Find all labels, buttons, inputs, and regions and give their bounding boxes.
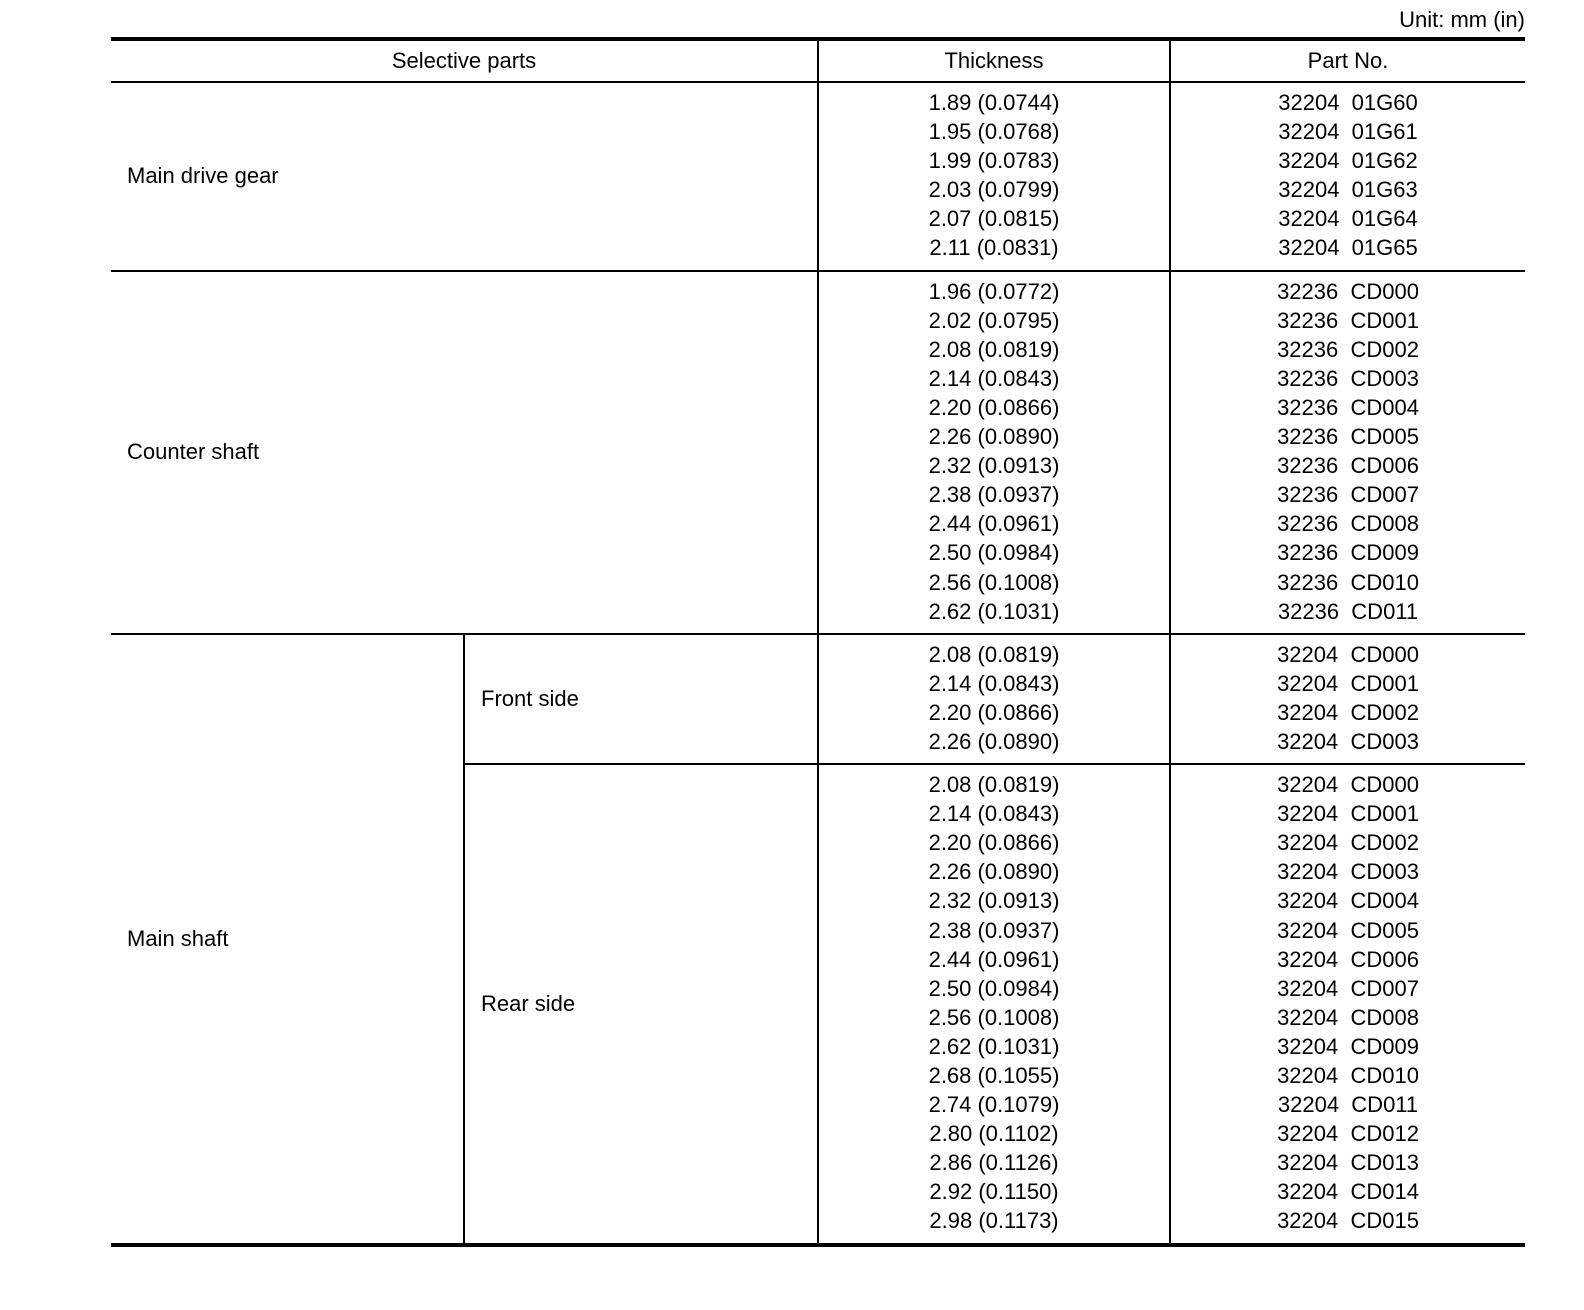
part-no-value: 32236 CD007 xyxy=(1277,482,1419,508)
thickness-value: 2.74 (0.1079) xyxy=(928,1092,1060,1118)
part-no-list xyxy=(1170,271,1525,634)
thickness-value: 2.14 (0.0843) xyxy=(928,365,1060,391)
thickness-value: 2.44 (0.0961) xyxy=(928,946,1060,972)
thickness-value: 2.32 (0.0913) xyxy=(928,453,1060,479)
group-label-main-drive-gear: Main drive gear xyxy=(111,82,818,271)
part-no-value: 32236 CD001 xyxy=(1277,307,1419,333)
part-no-value: 32204 CD002 xyxy=(1277,699,1419,725)
thickness-value: 2.08 (0.0819) xyxy=(928,336,1060,362)
thickness-list xyxy=(818,82,1170,271)
part-no-list xyxy=(1170,634,1525,764)
thickness-value: 2.50 (0.0984) xyxy=(928,540,1060,566)
part-no-value: 32204 CD000 xyxy=(1277,772,1419,798)
thickness-value: 1.96 (0.0772) xyxy=(928,278,1060,304)
table-header-row xyxy=(111,39,1525,82)
thickness-value: 2.38 (0.0937) xyxy=(928,482,1060,508)
thickness-value: 1.99 (0.0783) xyxy=(928,148,1060,174)
part-no-value: 32204 CD002 xyxy=(1277,830,1419,856)
thickness-value: 2.38 (0.0937) xyxy=(928,917,1060,943)
part-no-value: 32204 01G65 xyxy=(1278,235,1418,261)
part-no-value: 32236 CD002 xyxy=(1277,336,1419,362)
part-no-value: 32204 CD015 xyxy=(1277,1208,1419,1234)
part-no-list xyxy=(1170,82,1525,271)
thickness-value: 2.26 (0.0890) xyxy=(928,728,1060,754)
header-selective-parts: Selective parts xyxy=(111,39,818,82)
thickness-value: 2.14 (0.0843) xyxy=(928,801,1060,827)
header-thickness: Thickness xyxy=(818,39,1170,82)
subgroup-label-rear-side: Rear side xyxy=(464,764,818,1245)
part-no-value: 32236 CD004 xyxy=(1277,394,1419,420)
part-no-value: 32236 CD011 xyxy=(1277,598,1419,624)
part-no-value: 32204 CD009 xyxy=(1277,1033,1419,1059)
thickness-value: 2.02 (0.0795) xyxy=(928,307,1060,333)
thickness-value: 2.20 (0.0866) xyxy=(928,394,1060,420)
thickness-value: 2.68 (0.1055) xyxy=(928,1063,1060,1088)
part-no-value: 32204 CD013 xyxy=(1277,1150,1419,1176)
part-no-value: 32204 CD000 xyxy=(1277,641,1419,667)
thickness-value: 2.20 (0.0866) xyxy=(928,830,1060,856)
part-no-value: 32236 CD010 xyxy=(1277,569,1419,595)
part-no-value: 32204 CD012 xyxy=(1277,1121,1419,1147)
thickness-value: 2.20 (0.0866) xyxy=(928,699,1060,725)
part-no-value: 32236 CD003 xyxy=(1277,365,1419,391)
part-no-value: 32204 01G60 xyxy=(1278,90,1418,115)
thickness-value: 2.08 (0.0819) xyxy=(928,641,1060,667)
part-no-list xyxy=(1170,764,1525,1245)
thickness-value: 2.92 (0.1150) xyxy=(929,1179,1059,1205)
selective-parts-table xyxy=(111,37,1525,1247)
part-no-value: 32236 CD009 xyxy=(1277,540,1419,566)
part-no-value: 32204 CD006 xyxy=(1277,946,1419,972)
part-no-value: 32204 01G63 xyxy=(1278,177,1418,203)
part-no-value: 32204 CD011 xyxy=(1277,1092,1419,1118)
thickness-value: 2.98 (0.1173) xyxy=(929,1208,1059,1234)
thickness-value: 2.14 (0.0843) xyxy=(928,670,1060,696)
table-row-main-drive-gear xyxy=(111,82,1525,271)
table-row-counter-shaft xyxy=(111,271,1525,634)
part-no-value: 32204 01G64 xyxy=(1278,206,1418,232)
thickness-list xyxy=(818,634,1170,764)
part-no-value: 32236 CD000 xyxy=(1277,278,1419,304)
thickness-list xyxy=(818,764,1170,1245)
thickness-value: 2.86 (0.1126) xyxy=(929,1150,1059,1176)
thickness-value: 2.50 (0.0984) xyxy=(928,975,1060,1001)
part-no-value: 32204 CD001 xyxy=(1277,801,1419,827)
thickness-value: 2.44 (0.0961) xyxy=(928,511,1060,537)
part-no-value: 32204 CD004 xyxy=(1277,888,1419,914)
thickness-value: 2.56 (0.1008) xyxy=(928,569,1060,595)
thickness-value: 2.26 (0.0890) xyxy=(928,859,1060,885)
part-no-value: 32204 CD003 xyxy=(1277,728,1419,754)
thickness-value: 1.95 (0.0768) xyxy=(928,119,1060,145)
thickness-value: 2.07 (0.0815) xyxy=(928,206,1060,232)
part-no-value: 32204 CD010 xyxy=(1277,1063,1419,1088)
group-label-main-shaft: Main shaft xyxy=(111,634,464,1245)
group-label-counter-shaft: Counter shaft xyxy=(111,271,818,634)
part-no-value: 32236 CD006 xyxy=(1277,453,1419,479)
thickness-value: 2.80 (0.1102) xyxy=(929,1121,1059,1147)
thickness-value: 2.62 (0.1031) xyxy=(928,598,1060,624)
thickness-value: 2.26 (0.0890) xyxy=(928,424,1060,450)
thickness-list xyxy=(818,271,1170,634)
part-no-value: 32204 CD007 xyxy=(1277,975,1419,1001)
thickness-value: 2.32 (0.0913) xyxy=(928,888,1060,914)
part-no-value: 32204 01G62 xyxy=(1278,148,1418,174)
thickness-value: 2.62 (0.1031) xyxy=(928,1033,1060,1059)
thickness-value: 1.89 (0.0744) xyxy=(928,90,1060,115)
part-no-value: 32204 CD008 xyxy=(1277,1004,1419,1030)
thickness-value: 2.03 (0.0799) xyxy=(928,177,1060,203)
thickness-value: 2.56 (0.1008) xyxy=(928,1004,1060,1030)
thickness-value: 2.08 (0.0819) xyxy=(928,772,1060,798)
part-no-value: 32236 CD005 xyxy=(1277,424,1419,450)
part-no-value: 32204 01G61 xyxy=(1278,119,1418,145)
table-row-main-shaft-front xyxy=(111,634,1525,764)
subgroup-label-front-side: Front side xyxy=(464,634,818,764)
thickness-value: 2.11 (0.0831) xyxy=(929,235,1059,261)
header-part-no: Part No. xyxy=(1170,39,1525,82)
part-no-value: 32204 CD001 xyxy=(1277,670,1419,696)
part-no-value: 32204 CD005 xyxy=(1277,917,1419,943)
unit-label: Unit: mm (in) xyxy=(1399,7,1525,32)
part-no-value: 32204 CD003 xyxy=(1277,859,1419,885)
part-no-value: 32236 CD008 xyxy=(1277,511,1419,537)
part-no-value: 32204 CD014 xyxy=(1277,1179,1419,1205)
